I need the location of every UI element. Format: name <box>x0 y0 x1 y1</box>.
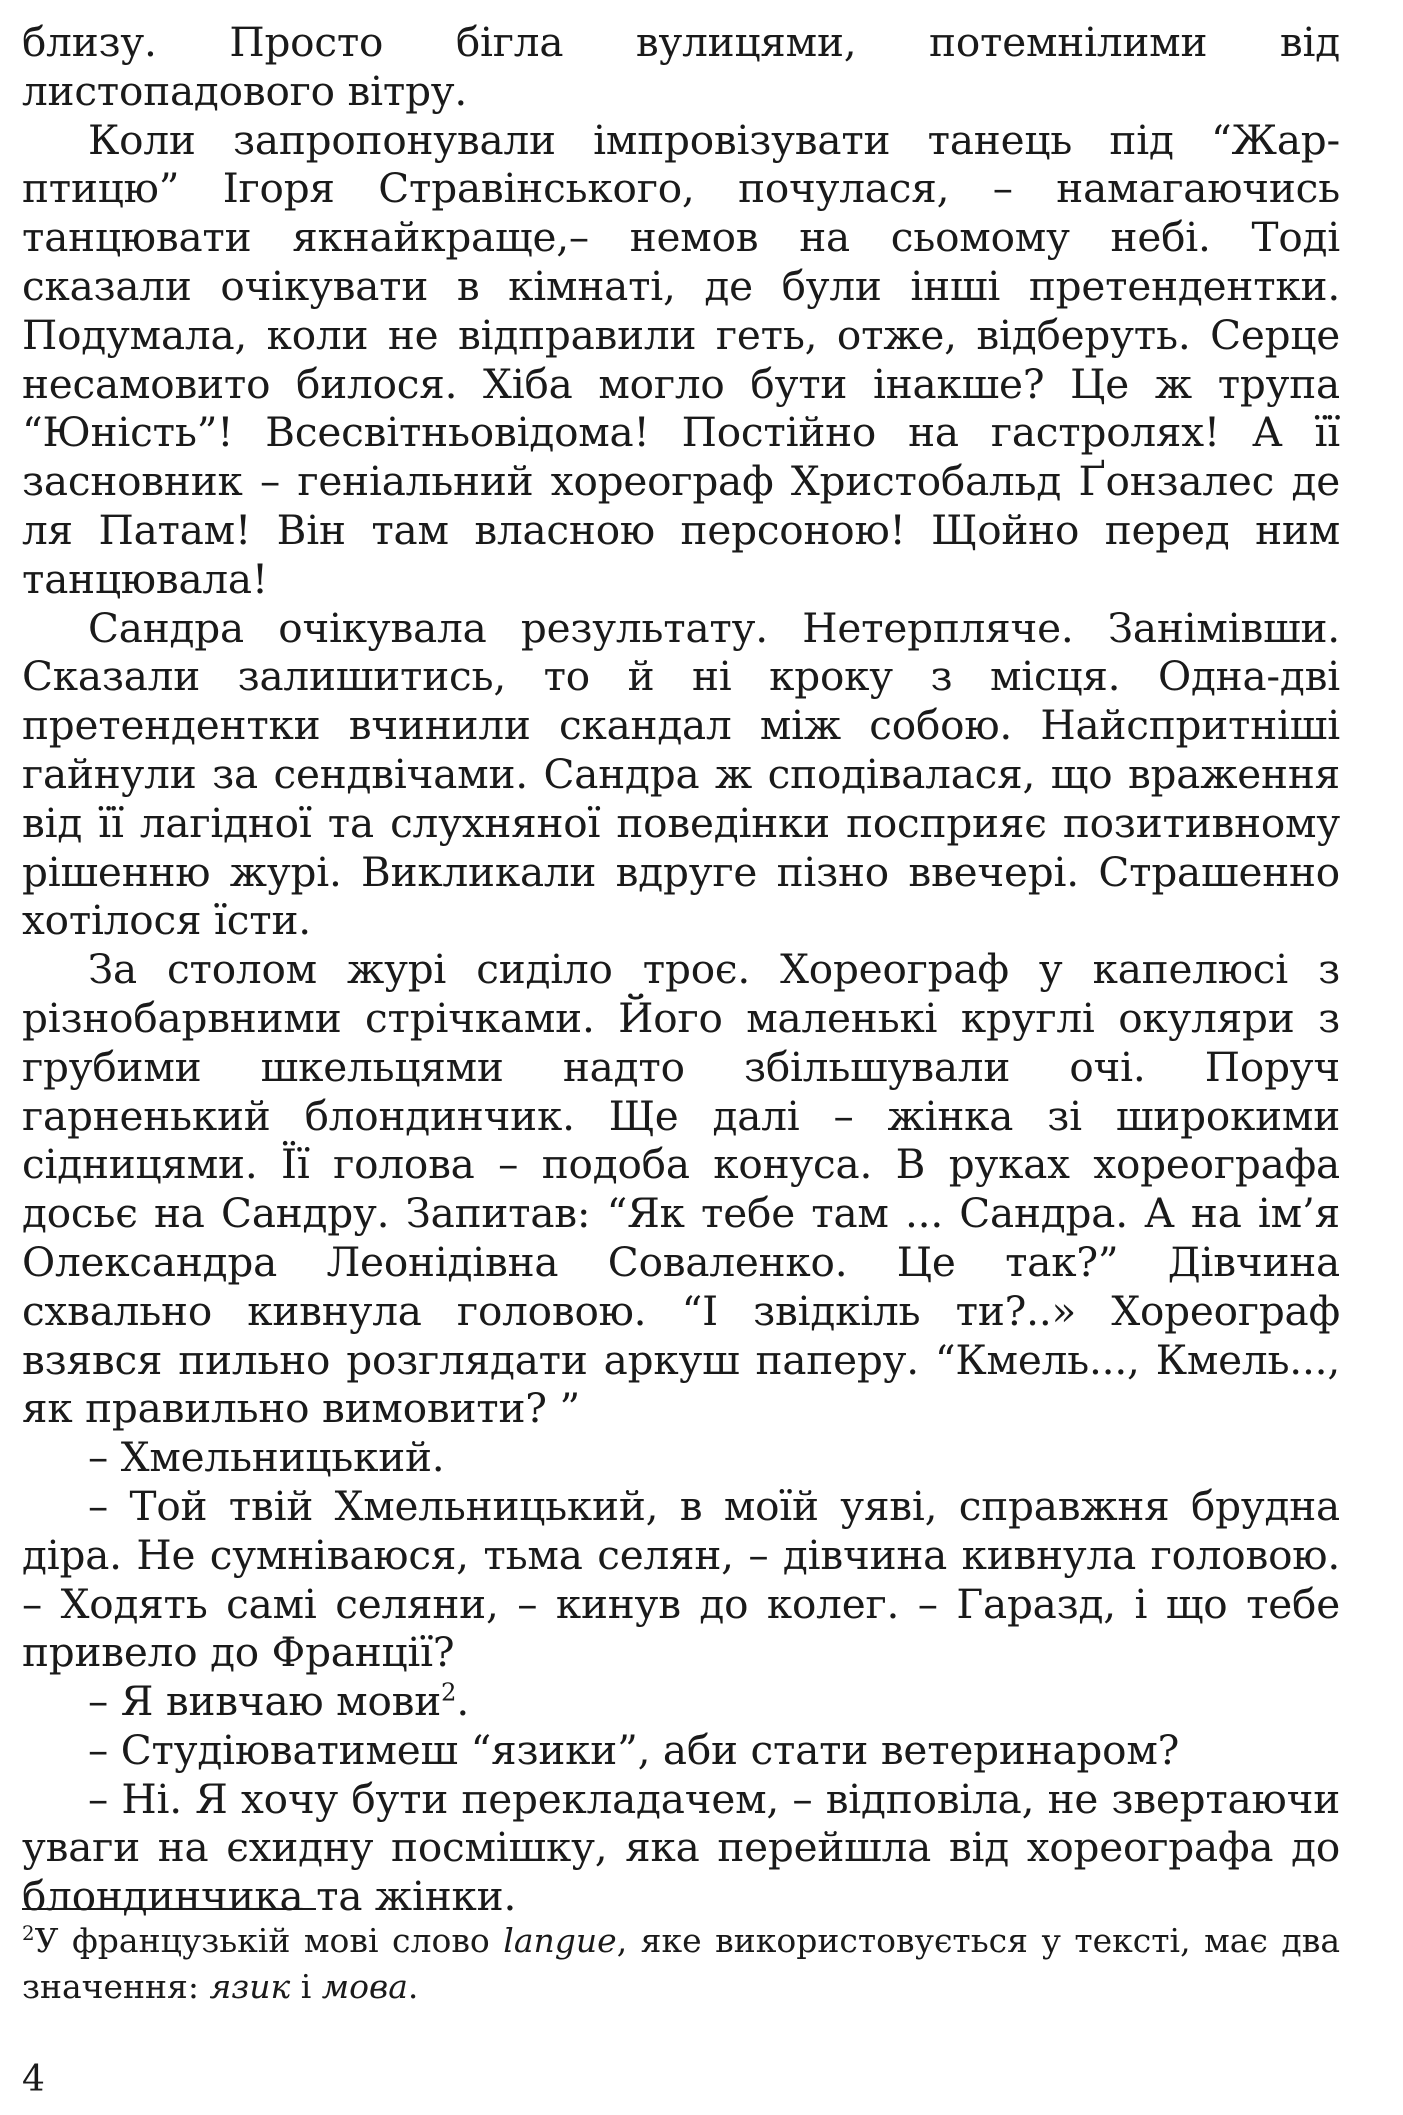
footnote-text: і <box>290 1967 322 2006</box>
footnote-marker: 2 <box>22 1922 35 1945</box>
dialog-line: – Той твій Хмельницький, в моїй уяві, справжня брудна діра. Не сумніваюся, тьма селян, – дівчина кивнула головою. – Ходять самі селяни, – кинув до колег. – Гаразд, і що тебе привело до Франції? <box>22 1481 1340 1677</box>
dialog-line: – Хмельницький. <box>88 1433 445 1482</box>
paragraph: близу. Просто бігла вулицями, потемнілими від листопадового вітру. <box>22 18 1340 115</box>
footnote-text: . <box>407 1967 419 2006</box>
footnote-reference[interactable]: 2 <box>441 1677 457 1707</box>
footnote <box>22 1918 1340 2010</box>
paragraph: Коли запропонували імпровізувати танець під “Жар-птицю” Ігоря Стравінського, почулася, – намагаючись танцювати якнайкраще,– немов на сьомому небі. Тоді сказали очікувати в кімнаті, де були інші претендентки. Подумала, коли не відправили геть, отже, відберуть. Серце несамовито билося. Хіба могло бути інакше? Це ж трупа “Юність”! Всесвітньовідома! Постійно на гастролях! А її засновник – геніальний хореограф Христобальд Ґонзалес де ля Патам! Він там власною персоною! Щойно перед ним танцювала! <box>22 115 1340 603</box>
dialog-line-text: – Я вивчаю мови <box>88 1677 442 1726</box>
footnote-term: langue <box>503 1921 617 1960</box>
body-text <box>22 18 1340 1921</box>
footnote-reference-trailing: . <box>456 1677 469 1726</box>
dialog-line: – Студіюватимеш “язики”, аби стати ветеринаром? <box>88 1725 1180 1774</box>
paragraph: За столом журі сиділо троє. Хореограф у капелюсі з різнобарвними стрічками. Його маленькі круглі окуляри з грубими шкельцями надто збільшували очі. Поруч гарненький блондинчик. Ще далі – жінка зі широкими сідницями. Її голова – подоба конуса. В руках хореографа досьє на Сандру. Запитав: “Як тебе там ... Сандра. А на ім’я Олександра Леонідівна Соваленко. Це так?” Дівчина схвально кивнула головою. “І звідкіль ти?..» Хореограф взявся пильно розглядати аркуш паперу. “Кмель..., Кмель..., як правильно вимовити? ” <box>22 945 1340 1433</box>
paragraph: Сандра очікувала результату. Нетерпляче. Занімівши. Сказали залишитись, то й ні кроку з місця. Одна-дві претендентки вчинили скандал між собою. Найспритніші гайнули за сендвічами. Сандра ж сподівалася, що враження від її лагідної та слухняної поведінки посприяє позитивному рішенню журі. Викликали вдруге пізно ввечері. Страшенно хотілося їсти. <box>22 603 1340 945</box>
footnote-text: , яке використовується у тексті, має два значення: <box>22 1921 1340 2006</box>
page-number: 4 <box>22 2059 45 2100</box>
footnote-meaning: язик <box>209 1967 291 2006</box>
dialog-line <box>22 1677 1340 1726</box>
footnote-meaning: мова <box>321 1967 408 2006</box>
footnote-text: У французькій мові слово <box>34 1921 504 1960</box>
page-content <box>22 18 1340 1921</box>
footnote-divider <box>22 1908 316 1910</box>
dialog-line: – Ні. Я хочу бути перекладачем, – відповіла, не звертаючи уваги на єхидну посмішку, яка перейшла від хореографа до блондинчика та жінки. <box>22 1774 1340 1921</box>
